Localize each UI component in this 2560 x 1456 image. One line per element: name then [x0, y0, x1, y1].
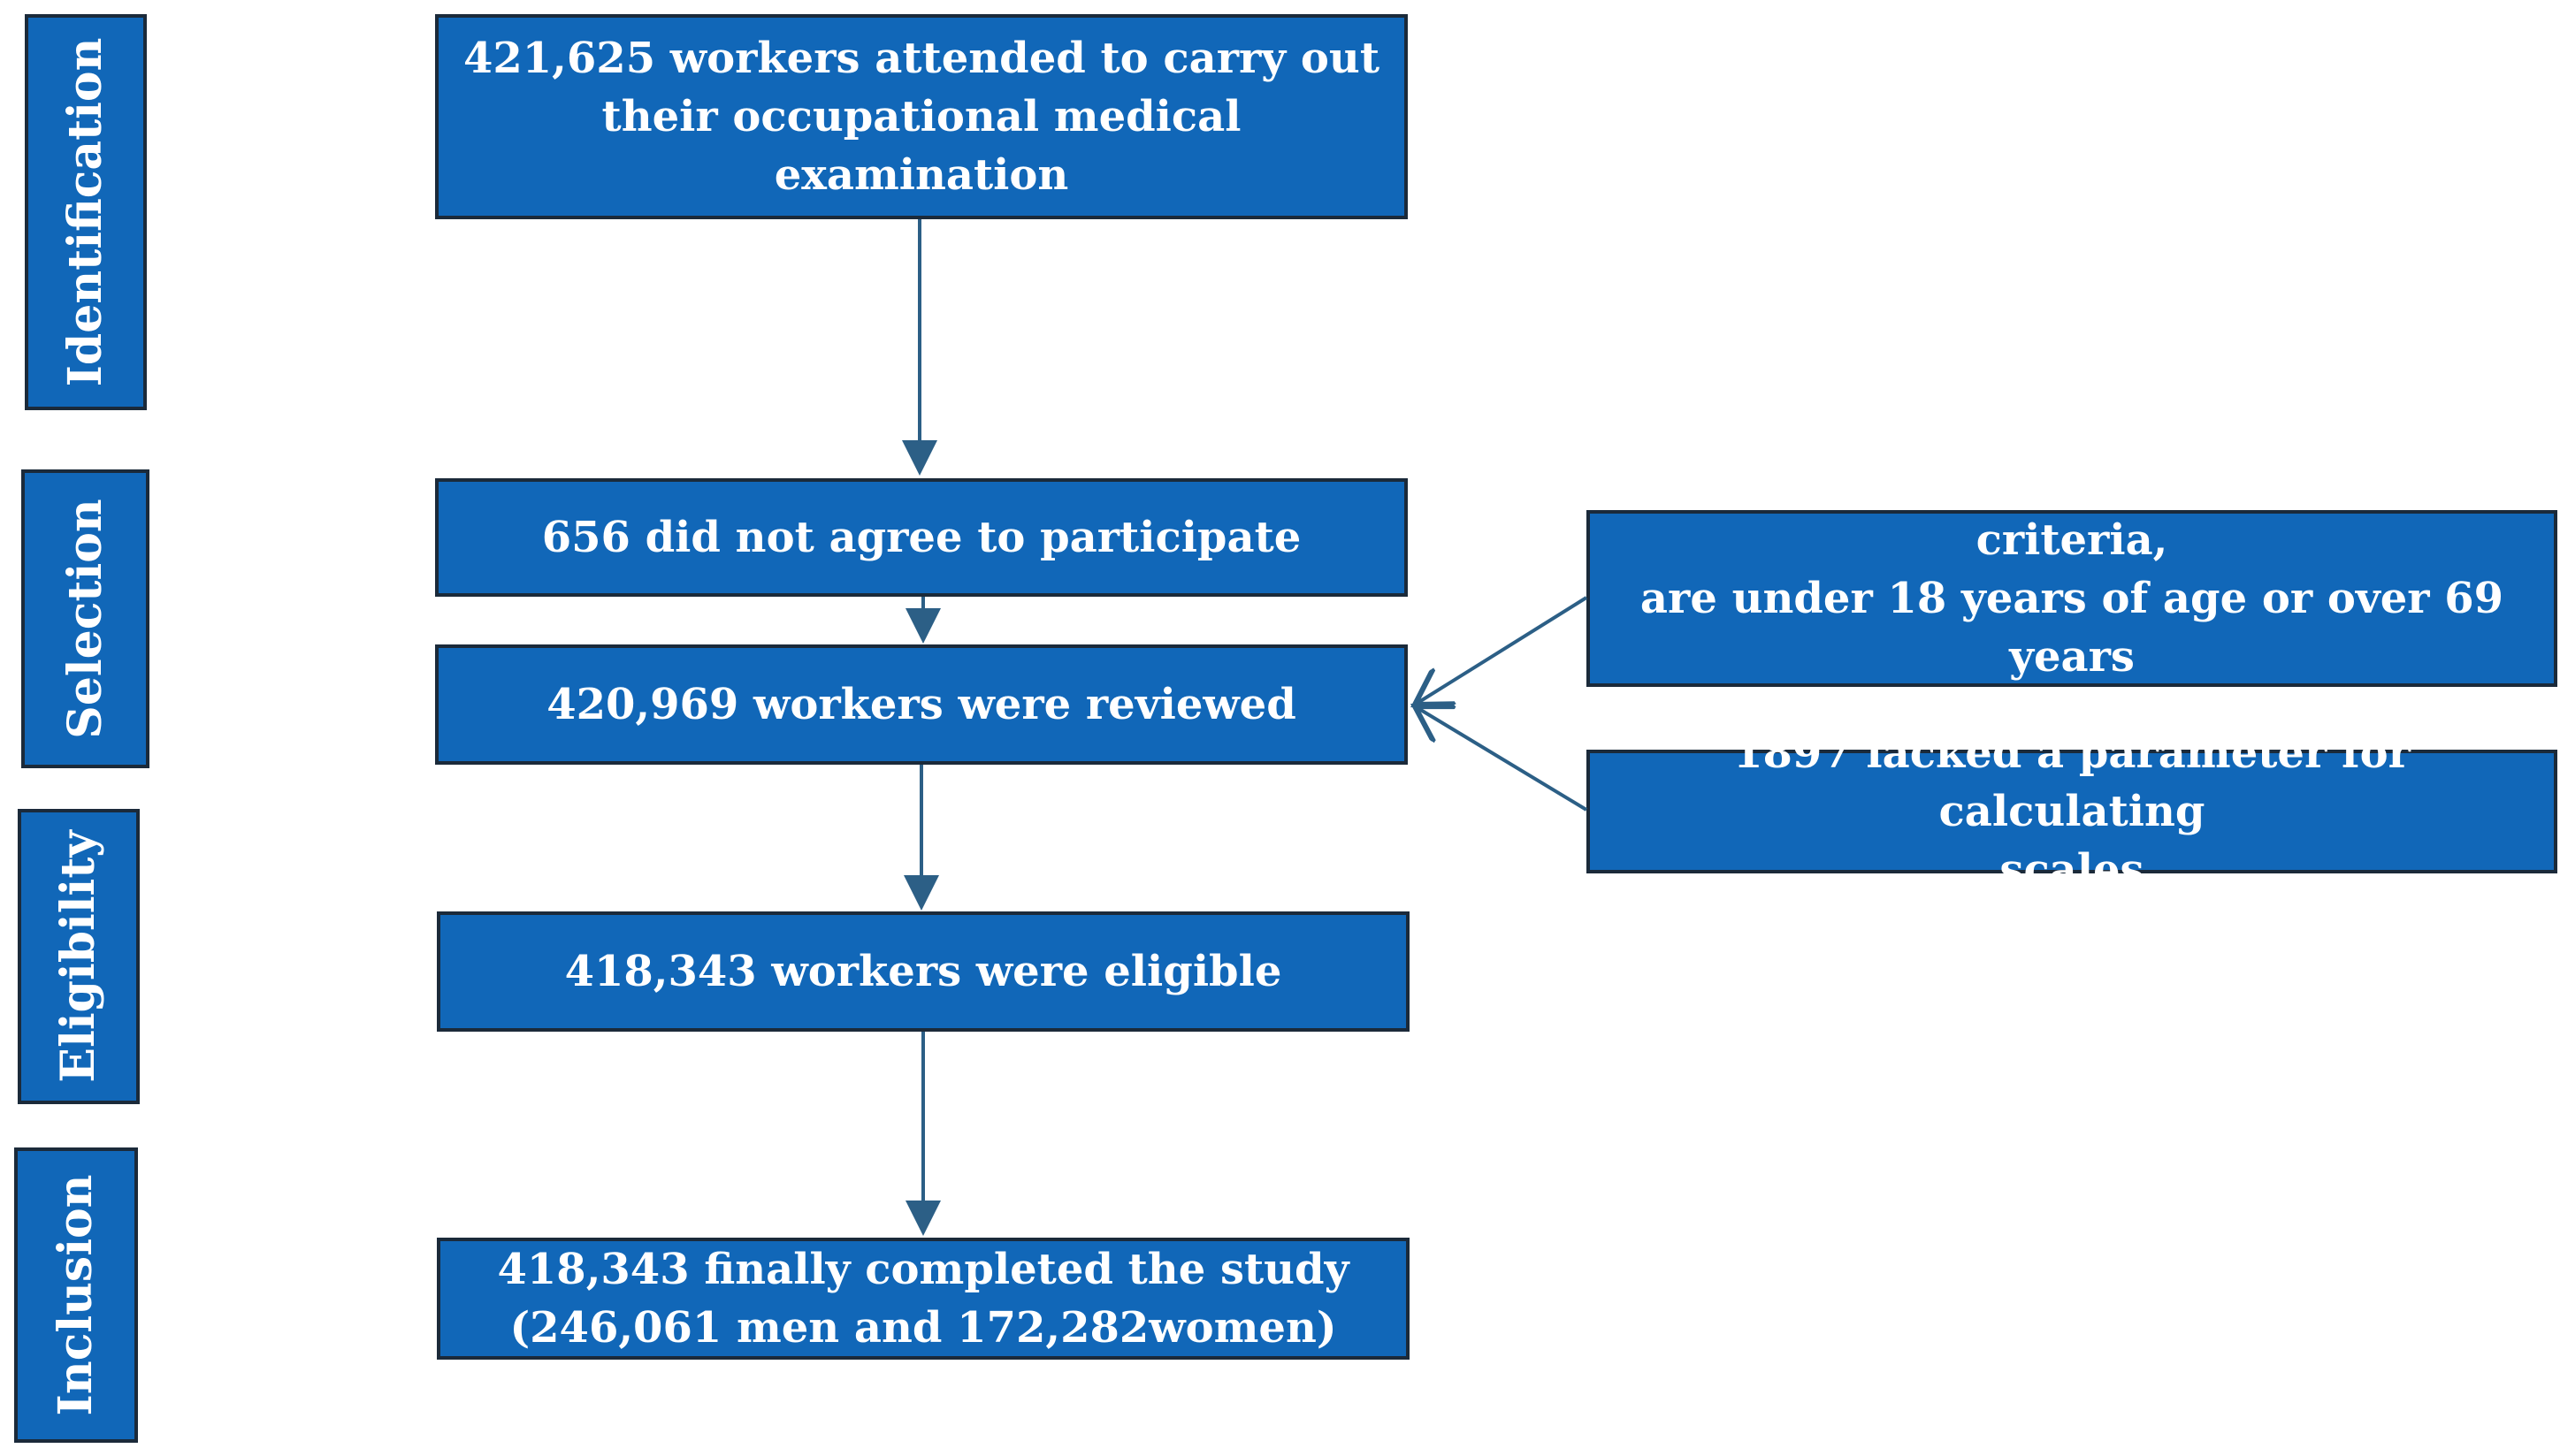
box-lacked-parameter-line1: 1897 lacked a parameter for calculating	[1733, 728, 2411, 836]
box-did-not-agree-text: 656 did not agree to participate	[541, 513, 1302, 562]
box-workers-attended-line2: their occupational medical examination	[601, 92, 1242, 200]
arrow-lacked-parameter-to-reviewed	[1415, 706, 1586, 810]
box-completed-study-line2: (246,061 men and 172,282women)	[509, 1303, 1337, 1353]
box-inclusion-criteria-line1: 729 did not meet the inclusión criteria,	[1706, 457, 2438, 565]
phase-eligibility-label: Eligibility	[51, 830, 105, 1083]
box-completed-study-line1: 418,343 finally completed the study	[497, 1245, 1349, 1294]
box-workers-eligible-text: 418,343 workers were eligible	[564, 947, 1282, 996]
box-inclusion-criteria-line2: are under 18 years of age or over 69 years	[1639, 574, 2504, 682]
box-workers-reviewed-text: 420,969 workers were reviewed	[546, 680, 1296, 729]
phase-inclusion-label: Inclusion	[49, 1174, 103, 1416]
box-workers-attended-line1: 421,625 workers attended to carry out	[462, 34, 1379, 83]
phase-identification-label: Identification	[58, 37, 112, 387]
arrow-inclusion-criteria-to-reviewed	[1415, 598, 1586, 705]
box-lacked-parameter-line2: scales	[1999, 845, 2144, 895]
phase-selection-label: Selection	[57, 499, 112, 739]
box-inclusion-criteria-line3: of age	[1998, 690, 2145, 740]
